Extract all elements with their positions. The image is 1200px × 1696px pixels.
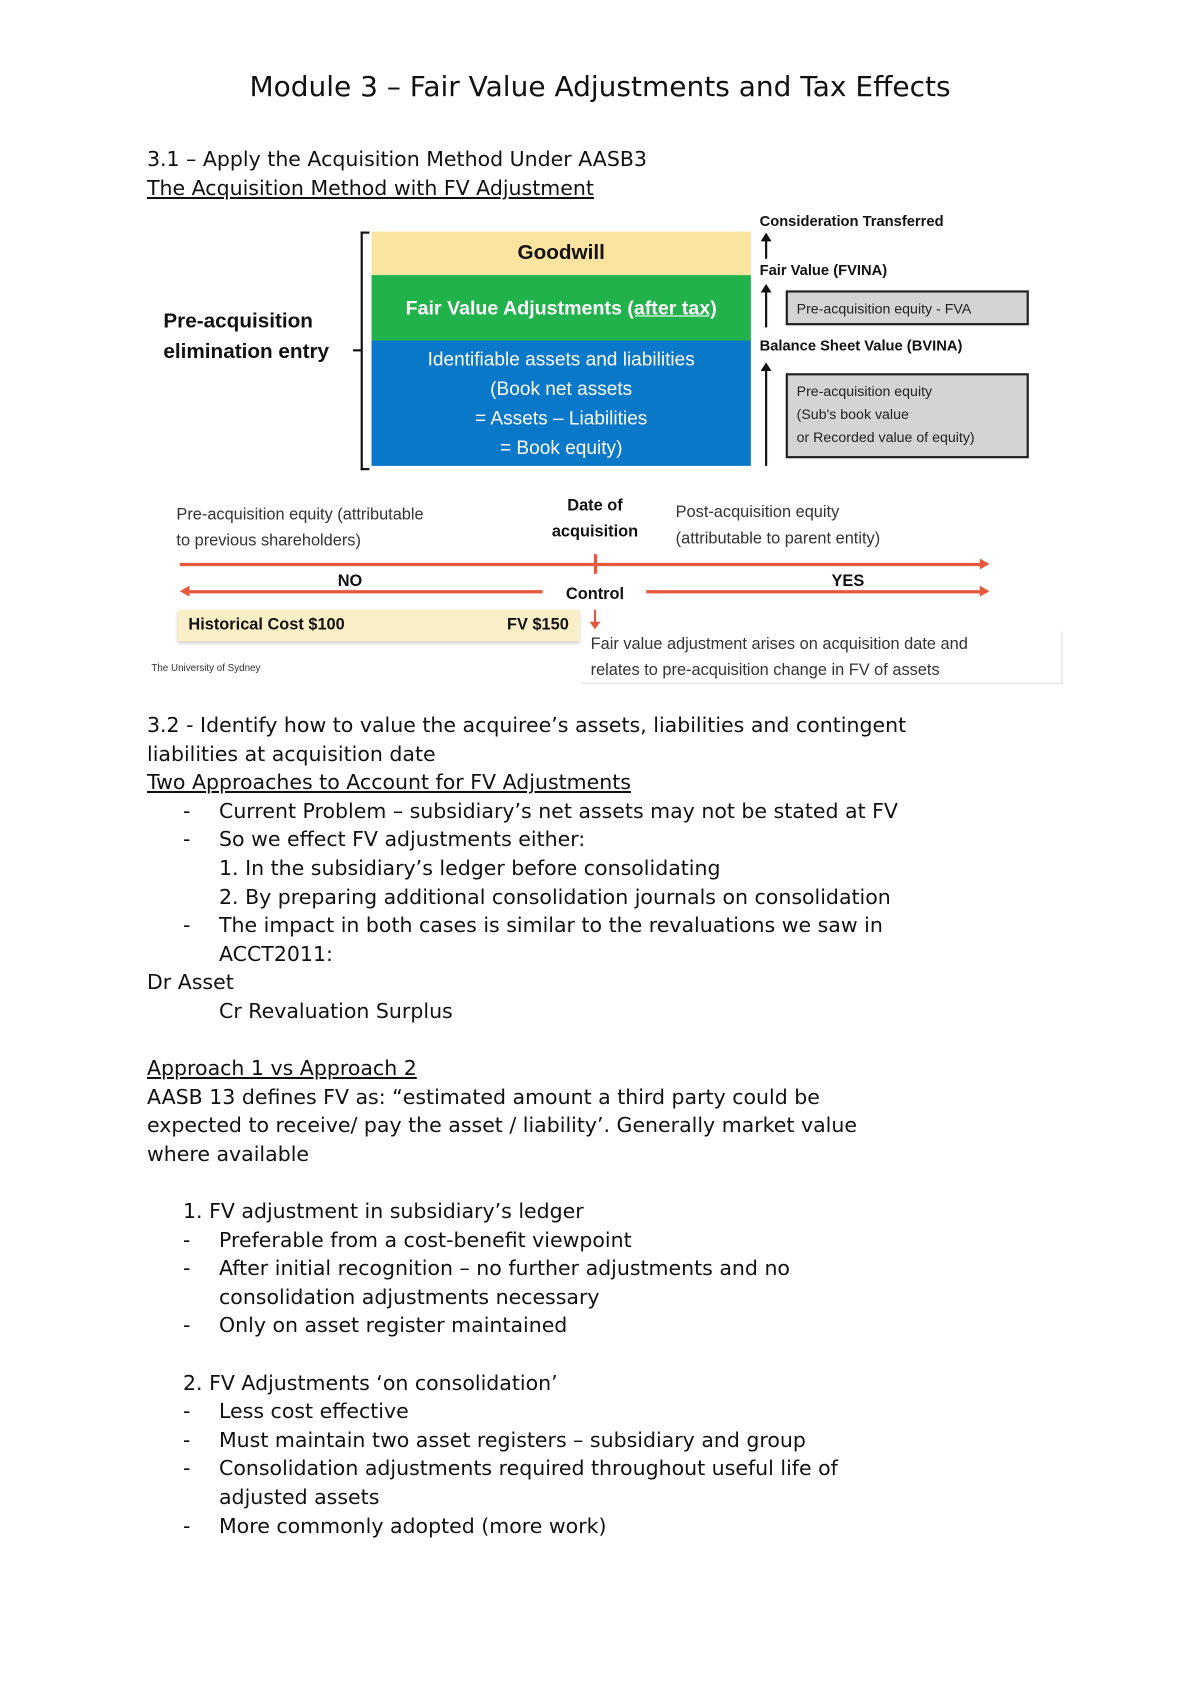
control-label: Control — [565, 584, 625, 604]
dash-bullet: - — [183, 798, 191, 823]
bvina-label: Balance Sheet Value (BVINA) — [759, 337, 963, 354]
section-heading: liabilities at acquisition date — [147, 741, 436, 766]
blank-line — [147, 1169, 906, 1198]
bullet-item — [147, 911, 906, 940]
text-line: (attributable to parent entity) — [675, 529, 881, 548]
bullet-text: Less cost effective — [219, 1399, 409, 1424]
bullet-item — [147, 1397, 906, 1426]
arrow-up-icon — [765, 286, 767, 327]
bullet-text: So we effect FV adjustments either: — [219, 827, 586, 852]
identifiable-assets-block — [372, 341, 751, 466]
dash-bullet: - — [183, 827, 191, 852]
block-line: (Book net assets — [490, 377, 633, 400]
text-line: Post-acquisition equity — [675, 502, 840, 522]
bullet-item — [147, 1226, 906, 1255]
bracket — [361, 232, 370, 471]
arrow-right-icon — [980, 586, 990, 597]
section-heading: 3.2 - Identify how to value the acquiree’s assets, liabilities and contingent — [147, 713, 907, 737]
pre-acquisition-equity-box — [786, 373, 1029, 458]
block-line: = Book equity) — [499, 436, 623, 459]
pre-acquisition-fva-box: Pre-acquisition equity - FVA — [786, 290, 1029, 325]
dash-bullet: - — [183, 913, 191, 938]
bullet-continuation: ACCT2011: — [219, 941, 333, 966]
timeline-line — [180, 563, 981, 566]
approach-1-title: 1. FV adjustment in subsidiary’s ledger — [183, 1199, 584, 1224]
yes-control-line — [646, 590, 981, 593]
arrow-down-tip — [590, 622, 601, 630]
no-control-line — [188, 590, 542, 593]
acquisition-method-diagram — [147, 201, 1068, 686]
bullet-text: The impact in both cases is similar to the revaluations we saw in — [219, 913, 883, 938]
bullet-item — [147, 1426, 906, 1455]
timeline-tick — [594, 554, 597, 574]
bullet-text: More commonly adopted (more work) — [219, 1513, 607, 1538]
bullet-text: After initial recognition – no further adjustments and no — [219, 1256, 790, 1281]
arrow-left-icon — [180, 586, 190, 597]
dash-bullet: - — [183, 1456, 191, 1481]
fair-value-note — [581, 632, 1063, 684]
section-heading: 3.1 – Apply the Acquisition Method Under AASB3 — [147, 147, 647, 171]
page-title: Module 3 – Fair Value Adjustments and Tax Effects — [249, 70, 951, 103]
arrow-up-icon — [765, 365, 767, 466]
block-line: = Assets – Liabilities — [475, 407, 648, 429]
dash-bullet: - — [183, 1227, 191, 1252]
bullet-text: Preferable from a cost-benefit viewpoint — [219, 1227, 632, 1252]
university-of-sydney-logo-text: The University of Sydney — [151, 662, 261, 673]
elimination-entry-label — [163, 307, 329, 368]
after-tax-text: (after tax) — [627, 296, 717, 319]
dash-bullet: - — [183, 1399, 191, 1424]
no-label: NO — [337, 571, 363, 591]
blank-line — [147, 1026, 906, 1055]
fair-value-adjustments-block — [372, 275, 751, 340]
section-subheading: The Acquisition Method with FV Adjustment — [147, 175, 594, 200]
date-of-acquisition-label — [530, 493, 661, 545]
historical-cost-bar — [178, 610, 580, 642]
dash-bullet: - — [183, 1513, 191, 1538]
label-line: Pre-acquisition — [163, 310, 313, 333]
fva-text: Fair Value Adjustments — [405, 296, 628, 319]
bullet-item — [147, 797, 906, 826]
journal-debit: Dr Asset — [147, 970, 234, 995]
dash-bullet: - — [183, 1313, 191, 1338]
text-line: Fair value adjustment arises on acquisition date and — [590, 634, 968, 654]
bullet-item — [147, 825, 906, 854]
text-line: Pre-acquisition equity (attributable — [176, 505, 424, 524]
consideration-transferred-label: Consideration Transferred — [759, 212, 944, 230]
numbered-item: 1. In the subsidiary’s ledger before consolidating — [219, 855, 721, 880]
bullet-item — [147, 1254, 906, 1283]
pre-acquisition-equity-text — [176, 502, 423, 554]
text-line: relates to pre-acquisition change in FV of assets — [590, 660, 940, 680]
journal-credit: Cr Revaluation Surplus — [219, 998, 453, 1023]
section-subheading: Approach 1 vs Approach 2 — [147, 1056, 417, 1081]
bullet-text: Only on asset register maintained — [219, 1313, 568, 1338]
bullet-item — [147, 1512, 906, 1541]
approach-2-title: 2. FV Adjustments ‘on consolidation’ — [183, 1370, 558, 1395]
bullet-text: Must maintain two asset registers – subsidiary and group — [219, 1427, 806, 1452]
arrow-right-icon — [980, 559, 990, 570]
bullet-continuation: consolidation adjustments necessary — [219, 1284, 600, 1309]
post-acquisition-equity-text — [676, 500, 880, 552]
dash-bullet: - — [183, 1256, 191, 1281]
yes-label: YES — [831, 571, 865, 591]
fv-label: FV $150 — [507, 615, 569, 634]
paragraph-line: AASB 13 defines FV as: “estimated amount a third party could be — [147, 1084, 820, 1109]
text-line: to previous shareholders) — [176, 531, 361, 550]
block-line: Identifiable assets and liabilities — [427, 348, 695, 370]
bullet-text: Consolidation adjustments required throughout useful life of — [219, 1456, 838, 1481]
bullet-item — [147, 1454, 906, 1483]
dash-bullet: - — [183, 1427, 191, 1452]
goodwill-block: Goodwill — [372, 232, 751, 276]
arrow-up-icon — [765, 235, 767, 259]
label-line: elimination entry — [163, 340, 330, 364]
text-line: acquisition — [551, 522, 639, 542]
box-line: Pre-acquisition equity — [796, 383, 933, 400]
paragraph-line: expected to receive/ pay the asset / liability’. Generally market value — [147, 1113, 857, 1138]
bullet-item — [147, 1311, 906, 1340]
numbered-item: 2. By preparing additional consolidation journals on consolidation — [219, 884, 891, 909]
fvina-label: Fair Value (FVINA) — [759, 262, 888, 279]
text-line: Date of — [567, 496, 623, 515]
bullet-continuation: adjusted assets — [219, 1485, 380, 1510]
paragraph-line: where available — [147, 1141, 310, 1166]
box-line: or Recorded value of equity) — [796, 428, 975, 446]
section-2 — [147, 711, 906, 1540]
section-1 — [147, 145, 647, 202]
historical-cost-label: Historical Cost $100 — [188, 615, 345, 634]
section-subheading: Two Approaches to Account for FV Adjustments — [147, 770, 631, 795]
box-line: (Sub's book value — [796, 405, 909, 423]
bracket-tick — [353, 349, 362, 351]
bullet-text: Current Problem – subsidiary’s net assets may not be stated at FV — [219, 798, 898, 823]
blank-line — [147, 1340, 906, 1369]
